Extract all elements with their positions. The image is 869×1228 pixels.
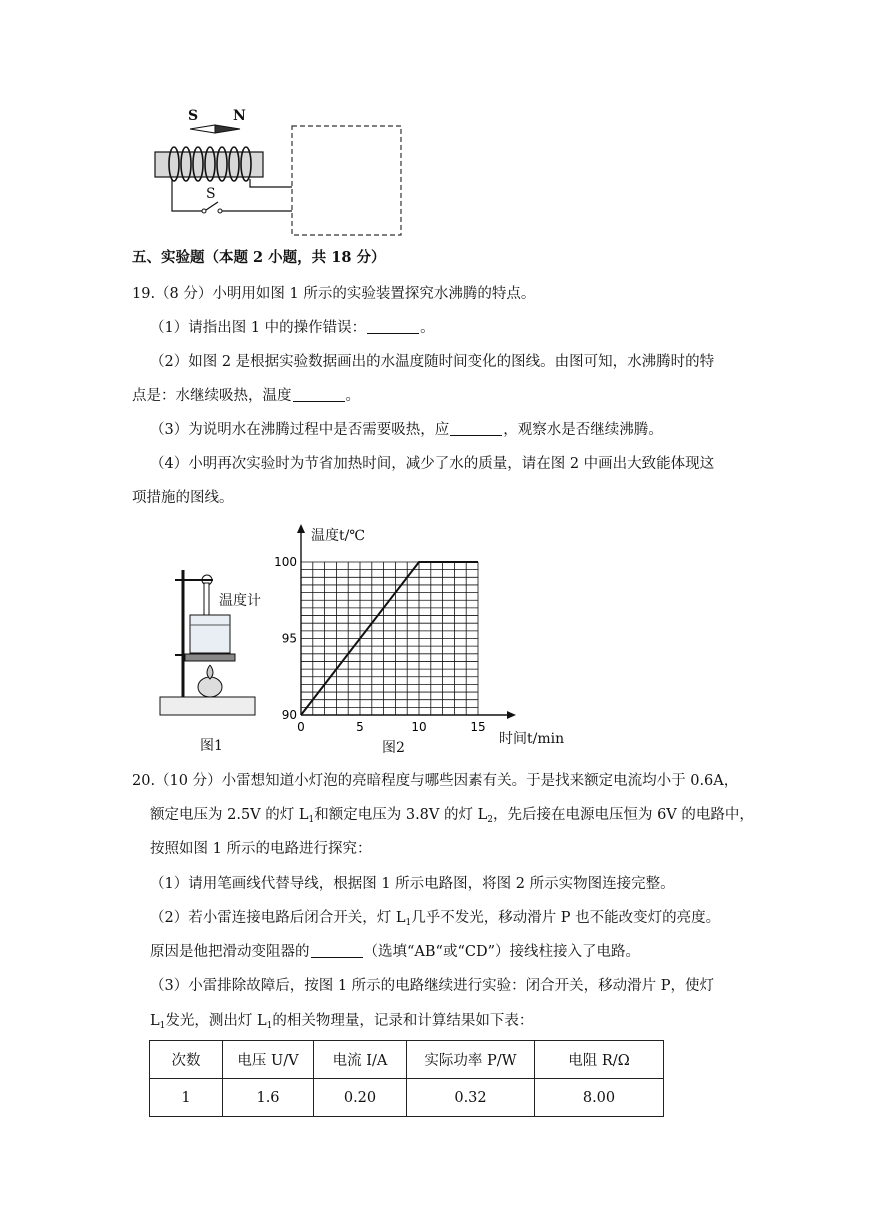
x-axis-label: 时间t/min [499,731,565,747]
solenoid-figure [150,105,410,240]
table-header-cell: 实际功率 P/W [407,1041,535,1079]
q20-line2: 额定电压为 2.5V 的灯 $L_1$和额定电压为 3.8V 的灯 $L_2$，先后接在电源电压恒为 6V 的电路中， [150,807,754,825]
stand-base [160,697,255,715]
section-heading: 五、实验题（本题 2 小题，共 18 分） [132,249,386,266]
q19-part2-line2: 点是：水继续吸热，温度 。 [132,388,360,404]
table-cell: 1 [150,1079,223,1117]
figure-1-caption: 图1 [200,738,223,754]
compass-needle-north [215,125,240,133]
dashed-box [292,126,401,235]
q20-line1: 20.（10 分）小雷想知道小灯泡的亮暗程度与哪些因素有关。于是找来额定电流均小于 0.6A， [132,773,739,789]
wire-right [250,179,292,187]
wire-gauze [185,654,235,661]
table-cell: 0.20 [314,1079,407,1117]
q20-part3-line1: （3）小雷排除故障后，按图 1 所示的电路继续进行实验：闭合开关，移动滑片 P，使灯 [150,978,715,994]
answer-blank[interactable] [311,943,363,958]
y-tick-label: 100 [274,555,297,569]
q19-part4-line1: （4）小明再次实验时为节省加热时间，减少了水的质量，请在图 2 中画出大致能体现这 [150,456,715,472]
chart-grid [301,562,478,715]
answer-blank[interactable] [450,421,502,436]
thermometer-label: 温度计 [219,593,261,609]
switch-contact-right [218,209,222,213]
beaker [190,615,230,653]
table-header-cell: 次数 [150,1041,223,1079]
x-tick-label: 15 [470,720,486,734]
x-tick-label: 10 [411,720,427,734]
x-tick-label: 5 [356,720,364,734]
y-tick-label: 95 [281,631,297,646]
q20-line3: 按照如图 1 所示的电路进行探究： [150,841,372,857]
q19-part4-line2: 项措施的图线。 [132,490,234,506]
table-header-row [150,1041,664,1079]
y-axis-label: 温度t/℃ [311,528,366,544]
q20-part3-line2: $L_1$发光，测出灯 $L_1$的相关物理量，记录和计算结果如下表： [150,1013,534,1031]
y-axis-arrow [297,524,305,533]
q20-part1: （1）请用笔画线代替导线，根据图 1 所示电路图，将图 2 所示实物图连接完整。 [150,876,675,892]
switch-contact-left [202,209,206,213]
switch-label: S [206,186,216,202]
table-row [150,1079,664,1117]
x-axis-arrow [507,711,516,719]
pole-n-label: N [233,108,246,124]
q19-part3: （3）为说明水在沸腾过程中是否需要吸热，应 ，观察水是否继续沸腾。 [150,422,663,438]
figure-2-caption: 图2 [382,740,405,756]
alcohol-lamp [198,677,222,697]
q19-part2-line1: （2）如图 2 是根据实验数据画出的水温度随时间变化的图线。由图可知，水沸腾时的特 [150,354,715,370]
q19-part1: （1）请指出图 1 中的操作错误： 。 [150,320,435,336]
flame [207,665,213,679]
answer-blank[interactable] [293,387,345,402]
table-cell: 1.6 [223,1079,314,1117]
answer-blank[interactable] [367,319,419,334]
y-tick-label: 90 [281,708,297,722]
table-cell: 0.32 [407,1079,535,1117]
q20-part2-line1: （2）若小雷连接电路后闭合开关，灯 $L_1$几乎不发光，移动滑片 P 也不能改变灯的亮度。 [150,910,721,928]
x-tick-label: 0 [297,720,305,734]
boiling-apparatus-figure [155,565,260,720]
table-cell: 8.00 [535,1079,664,1117]
q20-part2-line2: 原因是他把滑动变阻器的 （选填“AB“或“CD”）接线柱接入了电路。 [150,944,640,960]
iron-core [155,152,263,177]
wire-left [172,179,202,211]
table-header-cell: 电流 I/A [314,1041,407,1079]
table-header-cell: 电压 U/V [223,1041,314,1079]
q19-intro: 19.（8 分）小明用如图 1 所示的实验装置探究水沸腾的特点。 [132,286,536,302]
switch-lever [206,202,218,210]
temperature-time-chart [268,520,568,755]
measurement-table [149,1040,664,1117]
table-header-cell: 电阻 R/Ω [535,1041,664,1079]
compass-needle-south [190,125,215,133]
pole-s-label: S [188,108,199,124]
chart-axes [297,524,516,719]
